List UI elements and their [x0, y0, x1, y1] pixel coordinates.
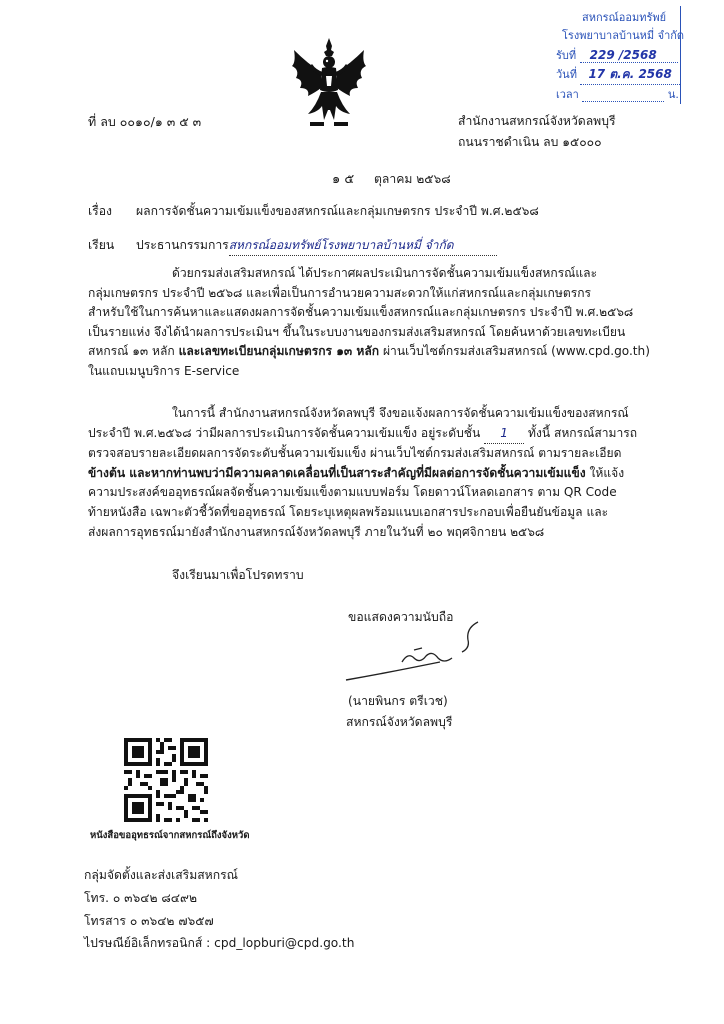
qr-caption: หนังสือขออุทธรณ์จากสหกรณ์ถึงจังหวัด [90, 830, 250, 841]
to-text: ประธานกรรมการ [136, 238, 229, 252]
stamp-time-label: เวลา [556, 88, 579, 101]
para1-line-5 [88, 342, 648, 362]
paragraph-1 [88, 264, 648, 382]
stamp-received-number: 229 /2568 [580, 48, 678, 63]
para2-text: ให้แจ้ง [585, 465, 625, 480]
qr-code[interactable] [124, 738, 208, 822]
para2-line: ความประสงค์ขออุทธรณ์ผลจัดชั้นความเข้มแข็งตามแบบฟอร์ม โดยดาวน์โหลดเอกสาร ตาม QR Code [88, 485, 617, 500]
paragraph-2 [88, 404, 648, 542]
para2-text: ประจำปี พ.ศ.๒๕๖๘ ว่ามีผลการประเมินการจัดชั้นความเข้มแข็ง อยู่ระดับชั้น [88, 425, 485, 440]
regards-text: ขอแสดงความนับถือ [348, 610, 454, 624]
para2-line: ในการนี้ สำนักงานสหกรณ์จังหวัดลพบุรี จึงขอแจ้งผลการจัดชั้นความเข้มแข็งของสหกรณ์ [172, 406, 629, 420]
stamp-received-row [556, 46, 678, 64]
para1-line: ในแถบเมนูบริการ E-service [88, 363, 240, 378]
para2-line: ตรวจสอบรายละเอียดผลการจัดระดับชั้นความเข้มแข็ง ผ่านเว็บไซต์กรมส่งเสริมสหกรณ์ ตามรายละเอียด [88, 446, 622, 461]
para2-line: ท้ายหนังสือ เฉพาะตัวชี้วัดที่ขออุทธรณ์ โดยระบุเหตุผลพร้อมแนบเอกสารประกอบเพื่อยืนยันข้อมูล และ [88, 504, 609, 519]
para2-line-2 [88, 424, 648, 445]
stamp-date-row [556, 65, 680, 85]
para2-text: ทั้งนี้ สหกรณ์สามารถ [524, 425, 638, 440]
stamp-time-row [556, 85, 679, 103]
para1-line: กลุ่มเกษตรกร ประจำปี ๒๕๖๘ และเพื่อเป็นการอำนวยความสะดวกให้แก่สหกรณ์และกลุ่มเกษตรกร [88, 285, 592, 300]
office-address: ถนนราชดำเนิน ลบ ๑๕๐๐๐ [458, 135, 602, 149]
garuda-emblem [288, 36, 370, 132]
subject-label: เรื่อง [88, 204, 112, 218]
strength-level-handwritten: 1 [484, 424, 524, 445]
handwritten-signature [340, 618, 500, 688]
subject-text: ผลการจัดชั้นความเข้มแข็งของสหกรณ์และกลุ่มเกษตรกร ประจำปี พ.ศ.๒๕๖๘ [136, 204, 539, 218]
to-label: เรียน [88, 238, 115, 252]
signer-name: (นายพินกร ตรีเวช) [348, 694, 448, 708]
stamp-time-suffix: น. [667, 88, 679, 101]
para2-bold-text: ความคลาดเคลื่อนที่เป็นสาระสำคัญที่มีผลต่อการจัดชั้นความเข้มแข็ง [233, 465, 586, 480]
para1-text: สหกรณ์ ๑๓ หลัก [88, 344, 179, 359]
para1-line: สำหรับใช้ในการค้นหาและแสดงผลการจัดชั้นความเข้มแข็งสหกรณ์และกลุ่มเกษตรกร ประจำปี พ.ศ.๒๕๖๘ [88, 305, 634, 320]
stamp-date-label: วันที่ [556, 68, 577, 81]
stamp-date-value: 17 ต.ค. 2568 [580, 65, 680, 85]
received-stamp [556, 6, 685, 104]
para2-line: ส่งผลการอุทธรณ์มายังสำนักงานสหกรณ์จังหวัดลพบุรี ภายในวันที่ ๒๐ พฤศจิกายน ๒๕๖๘ [88, 524, 545, 539]
footer-department: กลุ่มจัดตั้งและส่งเสริมสหกรณ์ [84, 868, 238, 882]
para1-text: ผ่านเว็บไซต์กรมส่งเสริมสหกรณ์ (www.cpd.go.th) [379, 344, 650, 359]
para2-bold-text: ข้างต้น และหากท่านพบว่ามี [88, 465, 234, 480]
date-day: ๑ ๕ [332, 172, 355, 187]
closing-text: จึงเรียนมาเพื่อโปรดทราบ [172, 568, 304, 582]
para1-line: ด้วยกรมส่งเสริมสหกรณ์ ได้ประกาศผลประเมินการจัดชั้นความเข้มแข็งสหกรณ์และ [172, 266, 598, 280]
para1-line: เป็นรายแห่ง จึงได้นำผลการประเมินฯ ขึ้นในระบบงานของกรมส่งเสริมสหกรณ์ โดยค้นหาด้วยเลขทะเบียน [88, 324, 626, 339]
to-handwritten-name: สหกรณ์ออมทรัพย์โรงพยาบาลบ้านหมี่ จำกัด [229, 236, 497, 256]
para1-bold-text: และเลขทะเบียนกลุ่มเกษตรกร ๑๓ หลัก [178, 344, 380, 359]
stamp-org: สหกรณ์ออมทรัพย์ [582, 11, 667, 24]
para2-line-4 [88, 464, 648, 484]
footer-email[interactable]: ไปรษณีย์อิเล็กทรอนิกส์ : cpd_lopburi@cpd.go.th [84, 936, 355, 950]
office-name: สำนักงานสหกรณ์จังหวัดลพบุรี [458, 114, 616, 128]
to-line [136, 236, 497, 256]
footer-telephone: โทร. ๐ ๓๖๔๒ ๘๔๙๒ [84, 891, 197, 905]
stamp-org2: โรงพยาบาลบ้านหมี่ จำกัด [562, 29, 685, 42]
document-date [332, 170, 451, 189]
stamp-received-label: รับที่ [556, 49, 577, 62]
date-month-year: ตุลาคม ๒๕๖๘ [373, 172, 451, 186]
signer-position: สหกรณ์จังหวัดลพบุรี [346, 715, 453, 729]
footer-fax: โทรสาร ๐ ๓๖๔๒ ๗๖๕๗ [84, 914, 214, 928]
reference-number: ที่ ลบ ๐๐๑๐/๑ ๓ ๕ ๓ [88, 114, 202, 129]
